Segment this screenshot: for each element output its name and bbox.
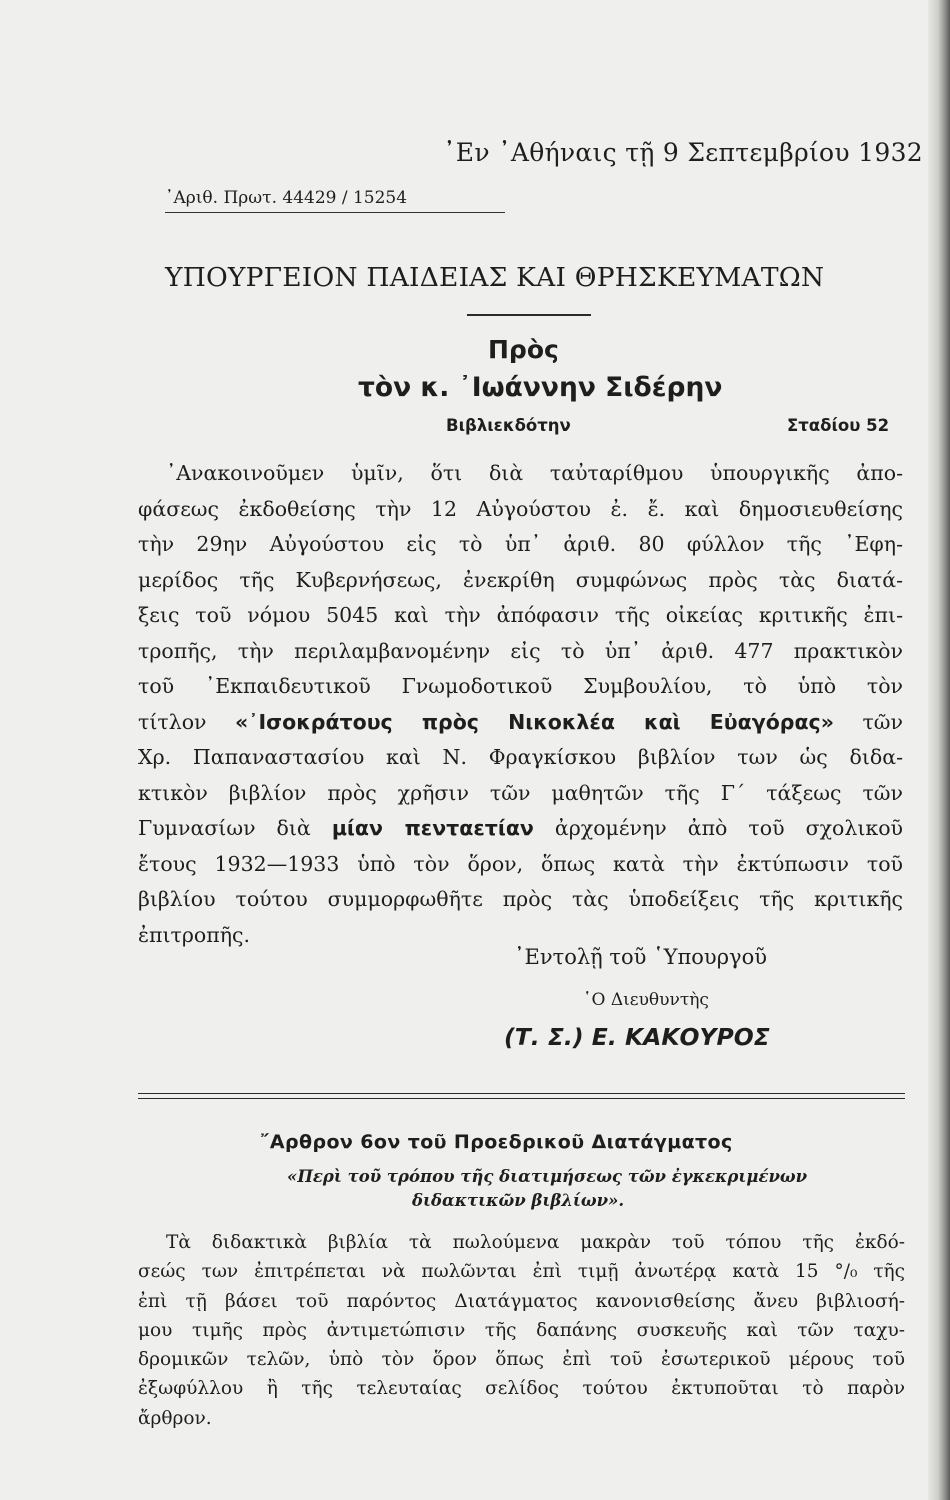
letter-text: τῶν (833, 709, 903, 734)
letter-line: ἔτους 1932—1933 ὑπὸ τὸν ὅρον, ὅπως κατὰ τὴν ἐκτύπωσιν τοῦ (138, 851, 903, 876)
addressee-pros: Πρὸς (488, 335, 559, 364)
section-divider (138, 1093, 905, 1099)
protocol-number: ᾿Αριθ. Πρωτ. 44429 / 15254 (165, 188, 505, 213)
letter-text: τίτλον (138, 709, 236, 734)
letter-text: Γυμνασίων διὰ (138, 816, 332, 840)
letter-line: ξεις τοῦ νόμου 5045 καὶ τὴν ἀπόφασιν τῆς οἰκείας κριτικῆς ἐπι- (138, 603, 903, 627)
date-line: ᾿Εν ᾿Αθήναις τῇ 9 Σεπτεμβρίου 1932 (443, 138, 923, 167)
letter-line (138, 705, 903, 741)
article-subtitle: διδακτικῶν βιβλίων». (412, 1191, 625, 1210)
signature: (Τ. Σ.) Ε. ΚΑΚΟΥΡΟΣ (504, 1023, 770, 1051)
article-body (138, 1228, 905, 1433)
letter-body (138, 456, 903, 953)
article-line: δρομικῶν τελῶν, ὑπὸ τὸν ὅρον ὅπως ἐπὶ τοῦ ἐσωτερικοῦ μέρους τοῦ (138, 1349, 905, 1371)
letter-line: κτικὸν βιβλίον πρὸς χρῆσιν τῶν μαθητῶν τῆς Γ΄ τάξεως τῶν (138, 780, 903, 805)
article-line: σεώς των ἐπιτρέπεται νὰ πωλῶνται ἐπὶ τιμῇ ἀνωτέρᾳ κατὰ 15 °/₀ τῆς (138, 1261, 905, 1283)
letter-line (138, 811, 903, 847)
article-line: Τὰ διδακτικὰ βιβλία τὰ πωλούμενα μακρὰν τοῦ τόπου τῆς ἐκδό- (166, 1232, 905, 1253)
letter-line: τροπῆς, τὴν περιλαμβανομένην εἰς τὸ ὑπ᾿ ἀριθ. 477 πρακτικὸν (138, 638, 903, 663)
heading-divider (467, 314, 591, 316)
article-title: ῎Αρθρον 6ον τοῦ Προεδρικοῦ Διατάγματος (260, 1131, 733, 1153)
letter-line: φάσεως ἐκδοθείσης τὴν 12 Αὐγούστου ἐ. ἔ. καὶ δημοσιευθείσης (138, 496, 903, 521)
letter-line: τοῦ ᾿Εκπαιδευτικοῦ Γνωμοδοτικοῦ Συμβουλίου, τὸ ὑπὸ τὸν (138, 674, 903, 698)
article-line: ἐπὶ τῇ βάσει τοῦ παρόντος Διατάγματος κανονισθείσης ἄνευ βιβλιοσή- (138, 1290, 905, 1312)
article-line: ἐξωφύλλου ἢ τῆς τελευταίας σελίδος τούτου ἐκτυποῦται τὸ παρὸν (138, 1378, 905, 1400)
article-line: μου τιμῆς πρὸς ἀντιμετώπισιν τῆς δαπάνης συσκευῆς καὶ τῶν ταχυ- (138, 1319, 905, 1341)
letter-line: ἐπιτροπῆς. (138, 922, 250, 947)
letter-text: ἀρχομένην ἀπὸ τοῦ σχολικοῦ (533, 816, 904, 840)
addressee-profession: Βιβλιεκδότην (446, 416, 571, 435)
closing-title: ῾Ο Διευθυντὴς (583, 990, 709, 1010)
addressee-address: Σταδίου 52 (787, 416, 890, 435)
letter-line: ᾿Ανακοινοῦμεν ὑμῖν, ὅτι διὰ ταὐταρίθμου ὑπουργικῆς ἀπο- (166, 461, 903, 485)
letter-line: τὴν 29ην Αὐγούστου εἰς τὸ ὑπ᾿ ἀριθ. 80 φύλλον τῆς ᾿Εφη- (138, 532, 903, 556)
ministry-heading: ΥΠΟΥΡΓΕΙΟΝ ΠΑΙΔΕΙΑΣ ΚΑΙ ΘΡΗΣΚΕΥΜΑΤΩΝ (165, 262, 825, 293)
approval-period: μίαν πενταετίαν (331, 816, 534, 840)
book-spine-shadow (928, 0, 950, 1500)
closing-command: ᾿Εντολῇ τοῦ ῾Υπουργοῦ (514, 945, 768, 969)
addressee-name: τὸν κ. ᾿Ιωάννην Σιδέρην (358, 372, 723, 403)
letter-line: μερίδος τῆς Κυβερνήσεως, ἐνεκρίθη συμφώνως πρὸς τὰς διατά- (138, 567, 903, 592)
letter-line: βιβλίου τούτου συμμορφωθῆτε πρὸς τὰς ὑποδείξεις τῆς κριτικῆς (138, 887, 903, 911)
article-subtitle: «Περὶ τοῦ τρόπου τῆς διατιμήσεως τῶν ἐγκεκριμένων (287, 1167, 808, 1186)
book-title: «᾿Ισοκράτους πρὸς Νικοκλέα καὶ Εὐαγόρας» (235, 709, 834, 734)
article-line: ἄρθρον. (138, 1407, 212, 1429)
letter-line: Χρ. Παπαναστασίου καὶ Ν. Φραγκίσκου βιβλίον των ὡς διδα- (138, 745, 903, 769)
